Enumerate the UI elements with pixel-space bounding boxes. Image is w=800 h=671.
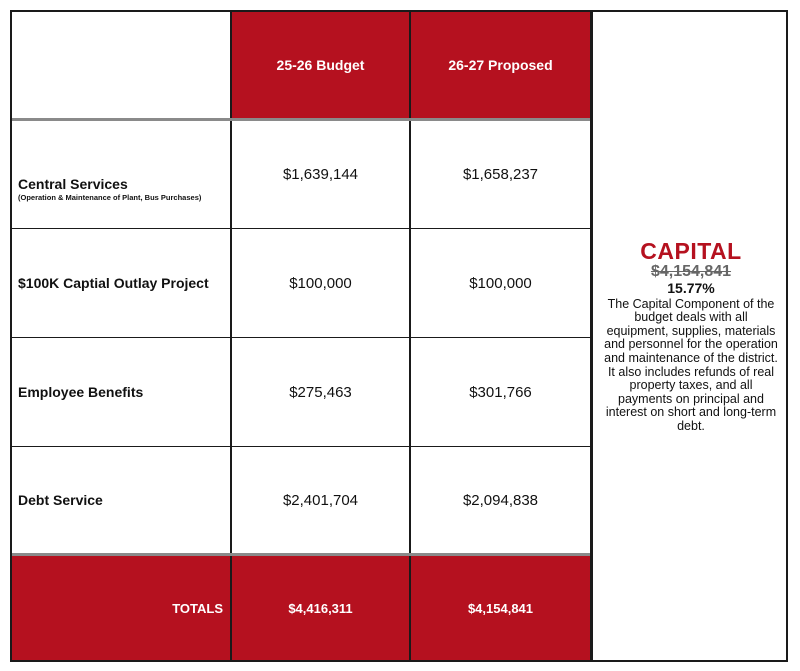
header-proposed-2627: 26-27 Proposed <box>411 12 590 118</box>
cell-debt-budget: $2,401,704 <box>282 491 359 509</box>
totals-divider <box>12 553 590 556</box>
row-label-employee-benefits: Employee Benefits <box>18 384 144 400</box>
row-divider <box>12 337 590 338</box>
totals-budget: $4,416,311 <box>232 556 409 660</box>
header-budget-2526: 25-26 Budget <box>232 12 409 118</box>
cell-benefits-proposed: $301,766 <box>469 383 532 401</box>
row-label-debt-service: Debt Service <box>18 492 103 508</box>
row-divider <box>12 228 590 229</box>
capital-summary-panel <box>594 10 788 662</box>
cell-debt-proposed: $2,094,838 <box>462 491 539 509</box>
cell-central-budget: $1,639,144 <box>282 166 359 183</box>
totals-proposed: $4,154,841 <box>411 556 590 660</box>
cell-outlay-budget: $100,000 <box>289 274 352 292</box>
column-divider <box>590 12 593 660</box>
cell-benefits-budget: $275,463 <box>289 383 352 401</box>
header-empty-cell <box>12 12 231 118</box>
row-divider <box>12 446 590 447</box>
cell-outlay-proposed: $100,000 <box>469 274 532 292</box>
row-sublabel-text: (Operation & Maintenance of Plant, Bus Purchases) <box>18 192 202 202</box>
row-label-central-services <box>12 121 231 228</box>
totals-label: TOTALS <box>12 556 231 660</box>
capital-amount: $4,154,841 <box>650 262 732 280</box>
capital-description: The Capital Component of the budget deals with all equipment, supplies, materials and personnel for the operation and maintenance of the district. It also includes refunds of real property taxes, and all payments on principal and interest on short and long-term debt. <box>604 296 778 433</box>
cell-central-proposed: $1,658,237 <box>462 166 539 183</box>
column-divider <box>230 12 232 660</box>
header-divider <box>12 118 590 121</box>
column-divider <box>409 12 411 660</box>
row-label-text: Central Services <box>18 175 128 192</box>
capital-title: CAPITAL <box>640 237 742 264</box>
capital-percent: 15.77% <box>667 279 715 296</box>
row-label-capital-outlay: $100K Captial Outlay Project <box>18 275 209 291</box>
